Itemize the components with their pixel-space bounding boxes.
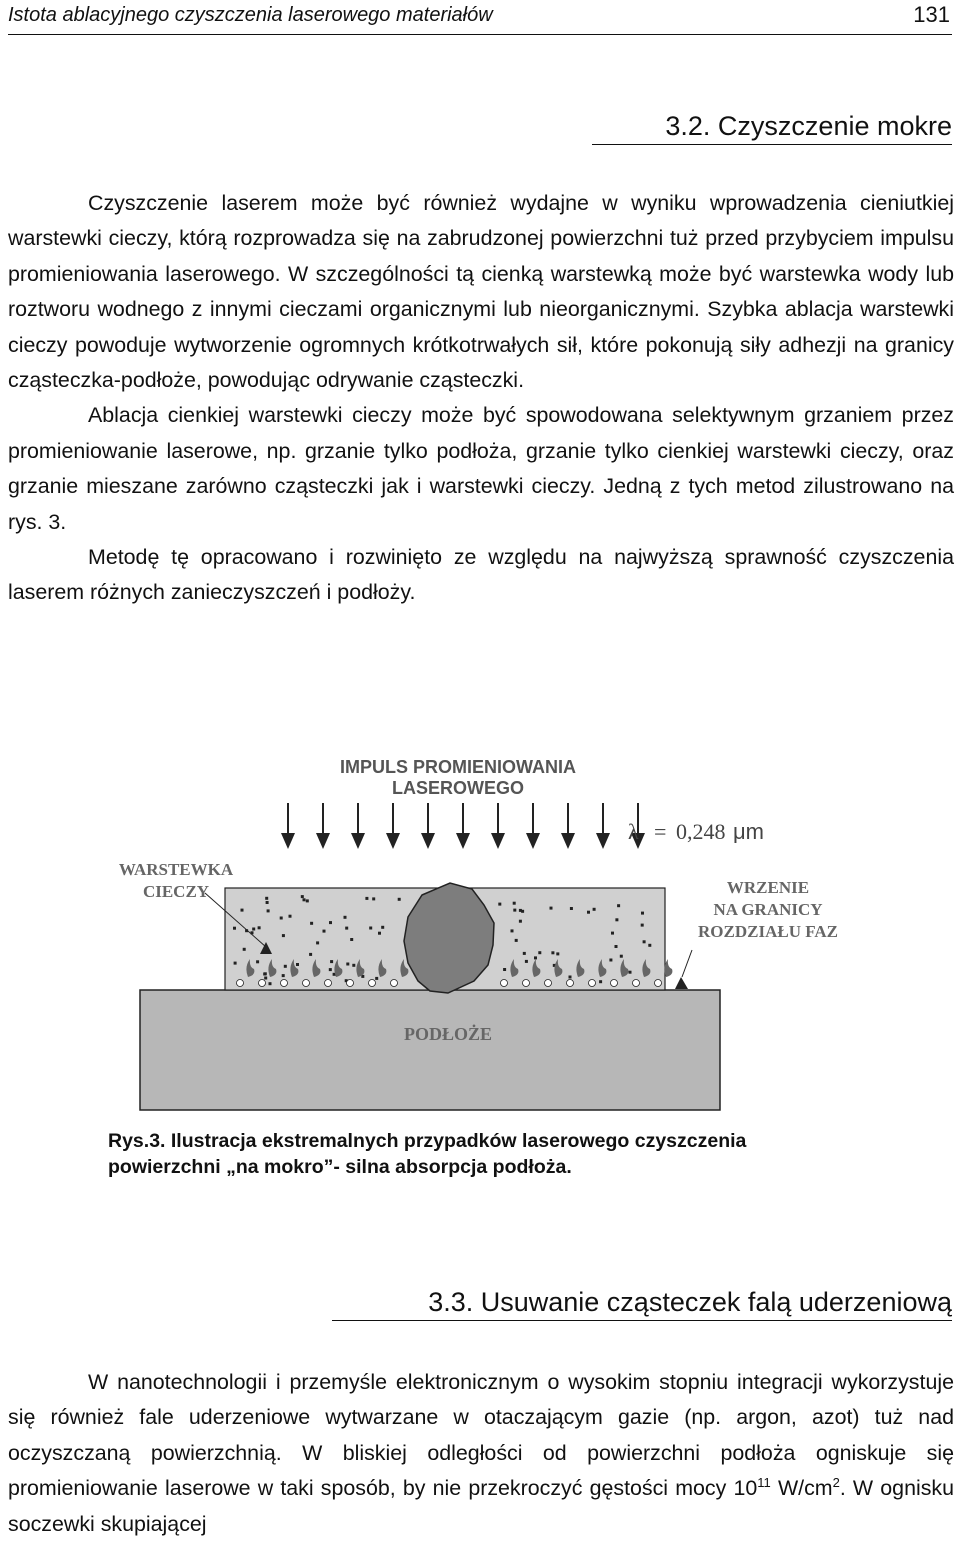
- liquid-dot: [346, 963, 349, 966]
- power-exponent: 11: [757, 1475, 771, 1491]
- paragraph: [8, 1365, 954, 1542]
- unit-main: W/cm: [770, 1476, 833, 1501]
- liquid-dot: [556, 952, 559, 955]
- liquid-dot: [316, 941, 319, 944]
- laser-arrow-head: [526, 833, 540, 849]
- liquid-dot: [551, 951, 554, 954]
- paragraph-tail: . W ognisku soczewki skupiającej: [8, 1476, 955, 1536]
- liquid-dot: [282, 974, 285, 977]
- laser-arrow-head: [596, 833, 610, 849]
- liquid-dot: [629, 971, 632, 974]
- liquid-dot: [310, 922, 313, 925]
- liquid-dot: [570, 907, 573, 910]
- liquid-label-line2: CIECZY: [142, 882, 210, 901]
- liquid-dot: [569, 976, 572, 979]
- liquid-dot: [282, 934, 285, 937]
- liquid-dot: [643, 940, 646, 943]
- liquid-dot: [593, 908, 596, 911]
- substrate-label: PODŁOŻE: [403, 1024, 493, 1044]
- liquid-dot: [534, 956, 537, 959]
- page-number: 131: [913, 2, 950, 27]
- liquid-dot: [523, 952, 526, 955]
- impulse-label-line1: IMPULS PROMIENIOWANIA: [339, 757, 577, 777]
- vapor-bubble: [259, 980, 266, 987]
- section-heading-3-2: 3.2. Czyszczenie mokre: [592, 111, 952, 145]
- liquid-dot: [256, 960, 259, 963]
- wavelength-equals: =: [654, 819, 667, 844]
- liquid-dot: [265, 897, 268, 900]
- liquid-dot: [521, 910, 524, 913]
- vapor-bubble: [303, 980, 310, 987]
- vapor-bubble: [281, 980, 288, 987]
- liquid-dot: [266, 901, 269, 904]
- liquid-dot: [498, 903, 501, 906]
- liquid-dot: [303, 898, 306, 901]
- vapor-bubble: [347, 980, 354, 987]
- laser-arrow-head: [281, 833, 295, 849]
- wavelength-value: 0,248: [676, 819, 726, 844]
- liquid-dot: [234, 962, 237, 965]
- laser-impulse-arrows: [281, 803, 645, 849]
- liquid-dot: [515, 939, 518, 942]
- vapor-bubble: [545, 980, 552, 987]
- liquid-dot: [641, 924, 644, 927]
- paragraph-main: W nanotechnologii i przemyśle elektronicznym o wysokim stopniu integracji wykorzystuje się również fale uderzeniowe wytwarzane w otaczającym gazie (np. argon, azot) tuż nad oczyszczaną powierzchnią. W bliskiej odległości od powierzchni podłoża ogniskuje się promieniowanie laserowe w taki sposób, by nie przekroczyć gęstości mocy 10: [8, 1370, 954, 1501]
- liquid-dot: [301, 895, 304, 898]
- figure-wet-cleaning-diagram: [100, 745, 880, 1115]
- liquid-dot: [538, 951, 541, 954]
- liquid-dot: [344, 916, 347, 919]
- vapor-bubble: [655, 980, 662, 987]
- liquid-dot: [323, 930, 326, 933]
- figure-wet-cleaning: [100, 745, 880, 1115]
- liquid-dot: [375, 977, 378, 980]
- liquid-dot: [369, 927, 372, 930]
- boiling-pointer-line: [682, 950, 692, 977]
- liquid-dot: [284, 965, 287, 968]
- vapor-bubble: [611, 980, 618, 987]
- liquid-dot: [511, 929, 514, 932]
- liquid-dot: [296, 963, 299, 966]
- liquid-dot: [330, 960, 333, 963]
- liquid-dot: [258, 926, 261, 929]
- liquid-dot: [503, 968, 506, 971]
- vapor-bubble: [325, 980, 332, 987]
- liquid-dot: [620, 955, 623, 958]
- liquid-dot: [306, 899, 309, 902]
- liquid-dot: [350, 938, 353, 941]
- liquid-dot: [611, 932, 614, 935]
- laser-arrow-head: [561, 833, 575, 849]
- liquid-dot: [615, 945, 618, 948]
- liquid-dot: [525, 960, 528, 963]
- wavelength-symbol: λ: [628, 819, 639, 844]
- liquid-dot: [641, 912, 644, 915]
- vapor-bubble: [589, 980, 596, 987]
- liquid-dot: [264, 977, 267, 980]
- vapor-bubble: [237, 980, 244, 987]
- vapor-bubble: [523, 980, 530, 987]
- figure-caption: [108, 1128, 908, 1180]
- liquid-dot: [329, 968, 332, 971]
- caption-line2: powierzchni „na mokro”- silna absorpcja podłoża.: [108, 1156, 572, 1178]
- vapor-bubble: [391, 980, 398, 987]
- liquid-dot: [289, 915, 292, 918]
- liquid-dot: [378, 932, 381, 935]
- section-3-3-body: [8, 1365, 954, 1542]
- liquid-dot: [381, 926, 384, 929]
- liquid-dot: [615, 918, 618, 921]
- boiling-label-line2: NA GRANICY: [713, 900, 823, 919]
- vapor-bubble: [501, 980, 508, 987]
- caption-line1: Rys.3. Ilustracja ekstremalnych przypadków laserowego czyszczenia: [108, 1130, 747, 1152]
- boiling-label-line1: WRZENIE: [726, 878, 810, 897]
- liquid-dot: [267, 909, 270, 912]
- liquid-dot: [233, 927, 236, 930]
- vapor-bubble: [567, 980, 574, 987]
- liquid-dot: [609, 959, 612, 962]
- liquid-dot: [263, 973, 266, 976]
- liquid-dot: [513, 902, 516, 905]
- liquid-dot: [352, 964, 355, 967]
- running-header-title: Istota ablacyjnego czyszczenia laserowego materiałów: [8, 4, 493, 26]
- laser-arrow-head: [421, 833, 435, 849]
- vapor-bubble: [633, 980, 640, 987]
- unit-exponent: 2: [832, 1475, 840, 1491]
- wavelength-unit: μm: [733, 819, 765, 844]
- impulse-label-line2: LASEROWEGO: [391, 778, 525, 798]
- boiling-label-line3: ROZDZIAŁU FAZ: [698, 922, 838, 941]
- liquid-label-line1: WARSTEWKA: [118, 860, 234, 879]
- liquid-dot: [269, 982, 272, 985]
- liquid-dot: [329, 921, 332, 924]
- liquid-dot: [587, 911, 590, 914]
- liquid-dot: [617, 904, 620, 907]
- section-heading-3-3: 3.3. Usuwanie cząsteczek falą uderzeniową: [332, 1287, 952, 1321]
- liquid-dot: [345, 927, 348, 930]
- laser-arrow-head: [456, 833, 470, 849]
- liquid-dot: [241, 909, 244, 912]
- boiling-pointer-arrowhead: [675, 977, 688, 989]
- laser-arrow-head: [351, 833, 365, 849]
- section-3-2-body: [8, 186, 954, 611]
- liquid-dot: [513, 909, 516, 912]
- liquid-dot: [398, 898, 401, 901]
- liquid-dot: [550, 907, 553, 910]
- liquid-dot: [309, 953, 312, 956]
- liquid-dot: [372, 897, 375, 900]
- paragraph: Metodę tę opracowano i rozwinięto ze względu na najwyższą sprawność czyszczenia laserem różnych zanieczyszczeń i podłoży.: [8, 545, 954, 605]
- liquid-dot: [365, 897, 368, 900]
- substrate-layer: [140, 990, 720, 1110]
- vapor-plume: [664, 959, 672, 977]
- vapor-bubble: [369, 980, 376, 987]
- laser-arrow-head: [386, 833, 400, 849]
- running-header: [8, 0, 952, 35]
- liquid-dot: [519, 920, 522, 923]
- paragraph: Czyszczenie laserem może być również wydajne w wyniku wprowadzenia cieniutkiej warstewki cieczy, którą rozprowadza się na zabrudzonej powierzchni tuż przed przybyciem impulsu promieniowania laserowego. W szczególności tą cienką warstewką może być warstewka wody lub roztworu wodnego z innymi cieczami organicznymi lub nieorganicznymi. Szybka ablacja warstewki cieczy powoduje wytworzenie ogromnych krótkotrwałych sił, które pokonują siły adhezji na granicy cząsteczka-podłoże, powodując odrywanie cząsteczki.: [8, 191, 954, 393]
- liquid-dot: [243, 948, 246, 951]
- liquid-dot: [252, 928, 255, 931]
- liquid-dot: [280, 917, 283, 920]
- liquid-dot: [599, 980, 602, 983]
- laser-arrow-head: [491, 833, 505, 849]
- laser-arrow-head: [316, 833, 330, 849]
- liquid-dot: [648, 944, 651, 947]
- paragraph: Ablacja cienkiej warstewki cieczy może być spowodowana selektywnym grzaniem przez promieniowanie laserowe, np. grzanie tylko podłoża, grzanie tylko cienkiej warstewki cieczy, oraz grzanie mieszane zarówno cząsteczki jak i warstewki cieczy. Jedną z tych metod zilustrowano na rys. 3.: [8, 403, 954, 534]
